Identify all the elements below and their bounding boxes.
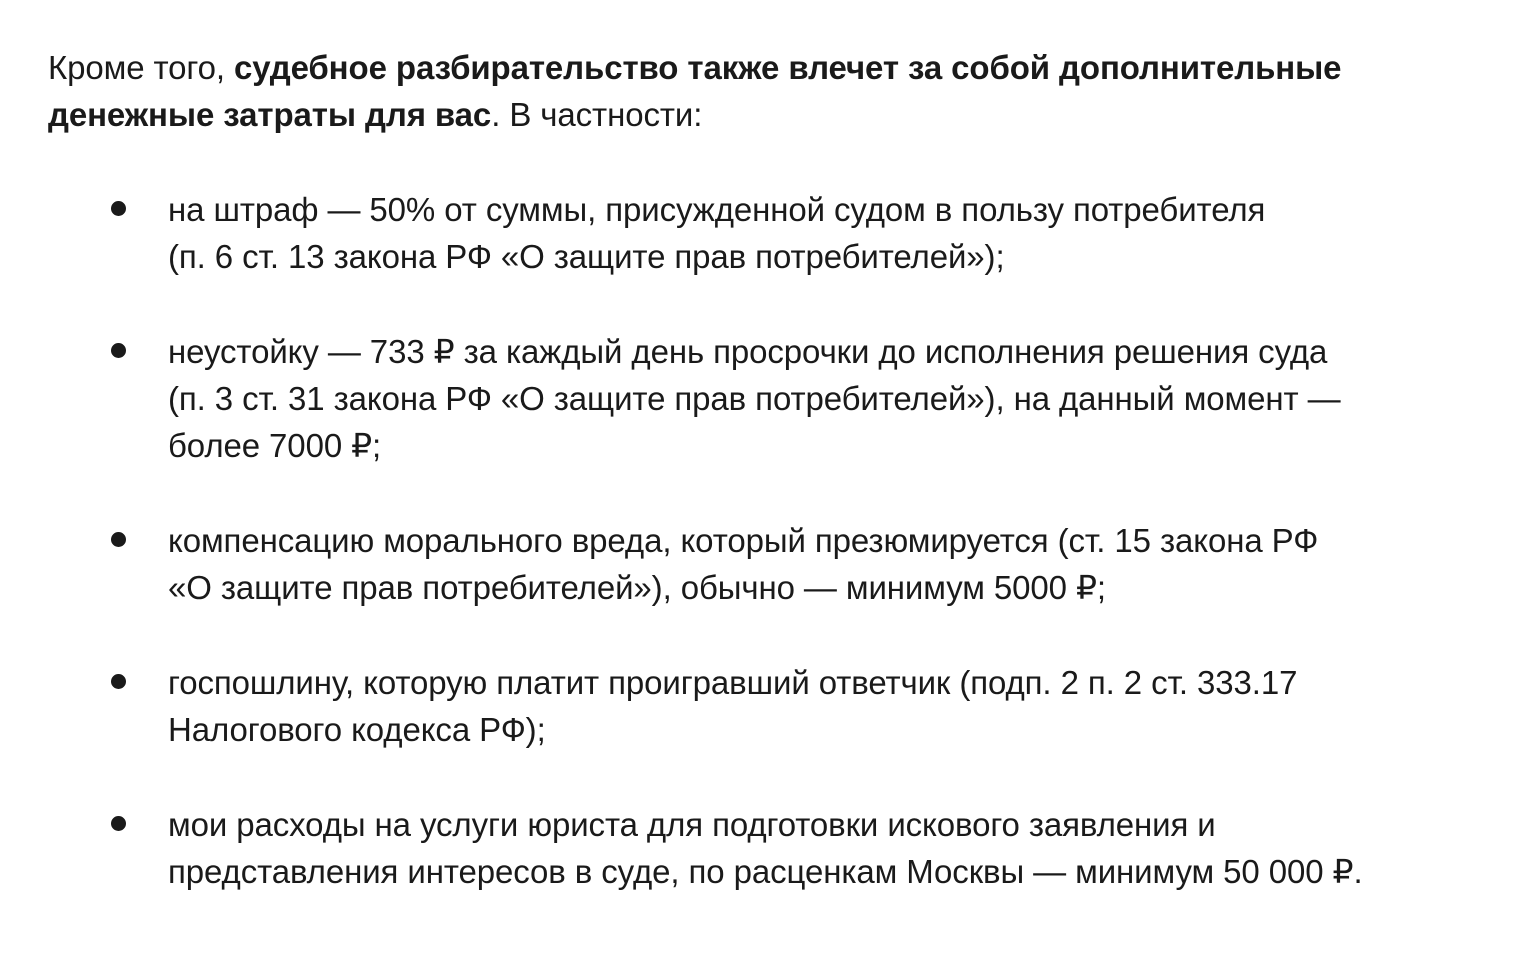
list-item-line: более 7000 ₽; bbox=[168, 427, 382, 464]
list-item-line: компенсацию морального вреда, который презюмируется (ст. 15 закона РФ bbox=[168, 522, 1319, 559]
list-item-state-fee bbox=[48, 659, 1488, 753]
bullet-icon bbox=[111, 532, 126, 547]
list-item-line: «О защите прав потребителей»), обычно — минимум 5000 ₽; bbox=[168, 569, 1106, 606]
list-item-line: (п. 6 ст. 13 закона РФ «О защите прав потребителей»); bbox=[168, 238, 1005, 275]
list-item-line: представления интересов в суде, по расценкам Москвы — минимум 50 000 ₽. bbox=[168, 853, 1363, 890]
list-item-line: неустойку — 733 ₽ за каждый день просрочки до исполнения решения суда bbox=[168, 333, 1328, 370]
list-item-line: Налогового кодекса РФ); bbox=[168, 711, 546, 748]
list-item-lawyer-fees bbox=[48, 801, 1488, 895]
intro-paragraph bbox=[48, 44, 1488, 138]
bullet-icon bbox=[111, 201, 126, 216]
list-item-line: (п. 3 ст. 31 закона РФ «О защите прав потребителей»), на данный момент — bbox=[168, 380, 1341, 417]
list-item-penalty bbox=[48, 328, 1488, 469]
costs-list bbox=[48, 186, 1488, 895]
list-item-line: мои расходы на услуги юриста для подготовки искового заявления и bbox=[168, 806, 1216, 843]
list-item-moral-damage bbox=[48, 517, 1488, 611]
list-item-line: госпошлину, которую платит проигравший ответчик (подп. 2 п. 2 ст. 333.17 bbox=[168, 664, 1298, 701]
bullet-icon bbox=[111, 816, 126, 831]
intro-tail: . В частности: bbox=[491, 96, 703, 133]
document-body bbox=[48, 44, 1488, 943]
bullet-icon bbox=[111, 343, 126, 358]
list-item-fine bbox=[48, 186, 1488, 280]
intro-bold: судебное разбирательство также влечет за собой дополнительные денежные затраты для вас bbox=[48, 49, 1342, 133]
list-item-line: на штраф — 50% от суммы, присужденной судом в пользу потребителя bbox=[168, 191, 1266, 228]
intro-lead: Кроме того, bbox=[48, 49, 235, 86]
bullet-icon bbox=[111, 674, 126, 689]
